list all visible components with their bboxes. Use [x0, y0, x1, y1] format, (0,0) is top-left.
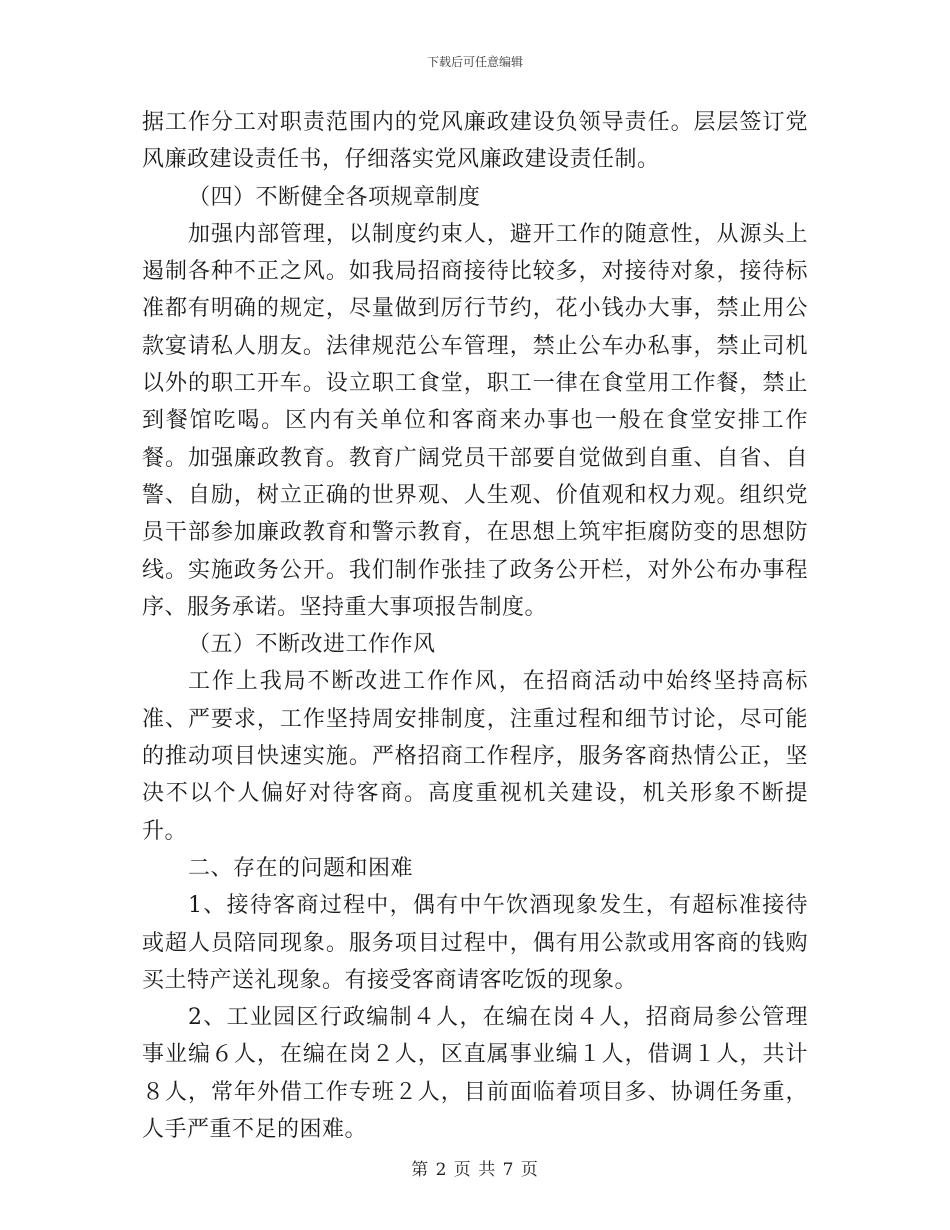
paragraph-4: 1、接待客商过程中，偶有中午饮酒现象发生，有超标准接待或超人员陪同现象。服务项目过程中，偶有用公款或用客商的钱购买土特产送礼现象。有接受客商请客吃饭的现象。: [142, 893, 808, 993]
paragraph-3: 工作上我局不断改进工作作风，在招商活动中始终坚持高标准、严要求，工作坚持周安排制度，注重过程和细节讨论，尽可能的推动项目快速实施。严格招商工作程序，服务客商热情公正，坚决不以个人偏好对待客商。高度重视机关建设，机关形象不断提升。: [142, 669, 808, 844]
paragraph-5: 2、工业园区行政编制４人，在编在岗４人，招商局参公管理事业编６人，在编在岗２人，区直属事业编１人，借调１人，共计８人，常年外借工作专班２人，目前面临着项目多、协调任务重，人手严重不足的困难。: [142, 1005, 808, 1143]
paragraph-1: 据工作分工对职责范围内的党风廉政建设负领导责任。层层签订党风廉政建设责任书，仔细落实党风廉政建设责任制。: [142, 110, 808, 173]
document-body: [142, 104, 808, 1148]
paragraph-2: 加强内部管理，以制度约束人，避开工作的随意性，从源头上遏制各种不正之风。如我局招商接待比较多，对接待对象，接待标准都有明确的规定，尽量做到厉行节约，花小钱办大事，禁止用公款宴请私人朋友。法律规范公车管理，禁止公车办私事，禁止司机以外的职工开车。设立职工食堂，职工一律在食堂用工作餐，禁止到餐馆吃喝。区内有关单位和客商来办事也一般在食堂安排工作餐。加强廉政教育。教育广阔党员干部要自觉做到自重、自省、自警、自励，树立正确的世界观、人生观、价值观和权力观。组织党员干部参加廉政教育和警示教育，在思想上筑牢拒腐防变的思想防线。实施政务公开。我们制作张挂了政务公开栏，对外公布办事程序、服务承诺。坚持重大事项报告制度。: [142, 221, 808, 620]
page-header: 下载后可任意编辑: [426, 55, 523, 69]
page-number: 第 2 页 共 7 页: [411, 1160, 539, 1180]
section-heading-problems: 二、存在的问题和困难: [188, 855, 414, 881]
section-heading-5: （五）不断改进工作作风: [188, 632, 436, 658]
section-heading-4: （四）不断健全各项规章制度: [188, 184, 481, 210]
